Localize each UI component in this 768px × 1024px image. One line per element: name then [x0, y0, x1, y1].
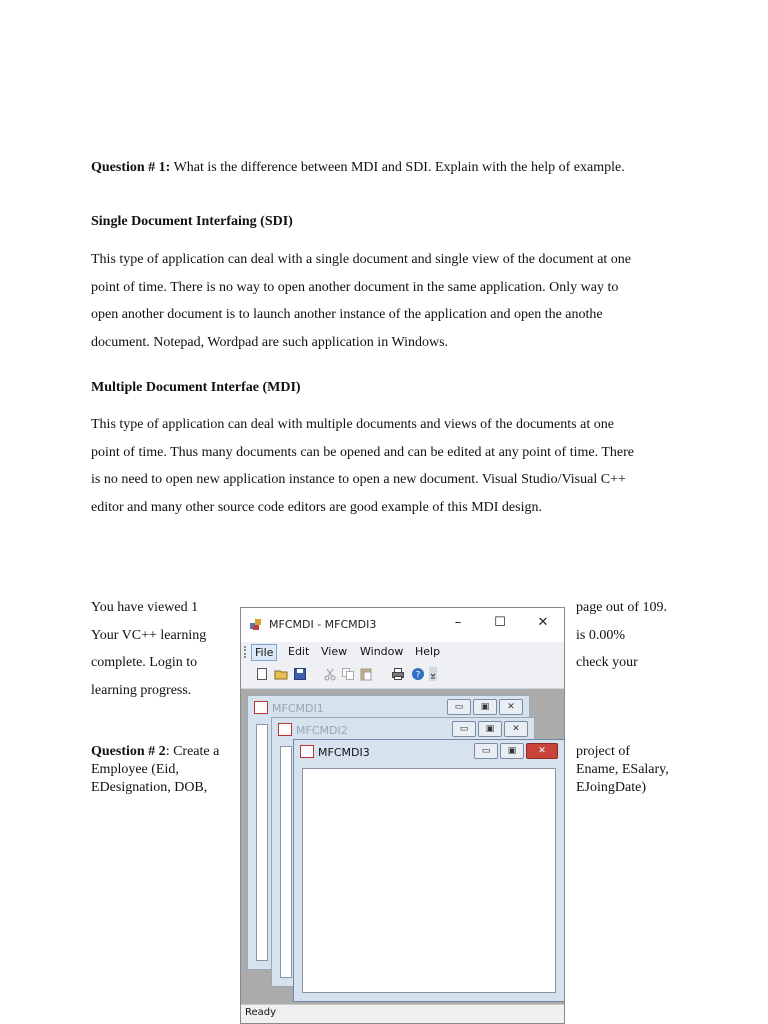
paste-icon[interactable] — [359, 667, 373, 681]
question-1-label: Question # 1: — [91, 160, 171, 175]
document-icon — [278, 723, 292, 736]
question-2-left — [91, 743, 219, 797]
document-icon — [254, 701, 268, 714]
maximize-button[interactable]: ☐ — [494, 615, 506, 630]
progress-left-line: learning progress. — [91, 682, 192, 698]
progress-right — [576, 594, 667, 677]
open-icon[interactable] — [274, 667, 288, 681]
child-title: MFCMDI1 — [272, 702, 324, 715]
minimize-button[interactable]: ▭ — [447, 699, 471, 715]
mdi-paragraph — [91, 411, 634, 521]
mdi-heading: Multiple Document Interfae (MDI) — [91, 380, 301, 395]
mdi-line: point of time. Thus many documents can be opened and can be edited at any point of time. There — [91, 444, 634, 460]
toolbar — [241, 662, 564, 689]
mdi-line: editor and many other source code editors are good example of this MDI design. — [91, 499, 542, 515]
grip-icon — [244, 646, 248, 658]
maximize-button[interactable]: ▣ — [473, 699, 497, 715]
svg-text:?: ? — [415, 670, 421, 681]
progress-left-line: complete. Login to — [91, 655, 198, 670]
sdi-line: open another document is to launch another instance of the application and open the anothe — [91, 307, 603, 322]
mdi-app-window — [240, 607, 565, 1024]
child-buttons — [445, 699, 523, 715]
toolbar-overflow-icon[interactable] — [429, 667, 437, 681]
cut-icon[interactable] — [323, 667, 337, 681]
new-icon[interactable] — [255, 667, 269, 681]
menu-help[interactable]: Help — [415, 645, 441, 658]
menu-window[interactable]: Window — [360, 645, 404, 658]
sdi-line: This type of application can deal with a single document and single view of the document at one — [91, 252, 632, 267]
question-1 — [91, 154, 625, 182]
child-client-area[interactable] — [302, 768, 556, 993]
mdi-line: is no need to open new application instance to open a new document. Visual Studio/Visual C++ — [91, 472, 626, 487]
question-2-line: : Create a — [165, 744, 220, 759]
child-buttons — [472, 743, 558, 759]
question-2-line: Employee (Eid, — [91, 762, 179, 777]
child-title: MFCMDI3 — [318, 746, 370, 759]
sdi-heading: Single Document Interfaing (SDI) — [91, 214, 293, 229]
mdi-client-area — [241, 689, 564, 1005]
question-2-line: EDesignation, DOB, — [91, 780, 208, 795]
close-button[interactable]: ✕ — [537, 615, 549, 630]
print-icon[interactable] — [391, 667, 405, 681]
minimize-button[interactable]: – — [454, 615, 462, 630]
child-client-area[interactable] — [280, 746, 292, 978]
child-buttons — [450, 721, 528, 737]
document-icon — [300, 745, 314, 758]
question-1-text: What is the difference between MDI and SDI. Explain with the help of example. — [170, 160, 625, 175]
minimize-button[interactable]: ▭ — [474, 743, 498, 759]
status-bar — [241, 1004, 564, 1023]
app-icon — [249, 617, 263, 631]
question-2-line: EJoingDate) — [576, 780, 646, 795]
status-text: Ready — [245, 1007, 277, 1018]
menu-view[interactable]: View — [321, 645, 348, 658]
close-button[interactable]: ✕ — [499, 699, 523, 715]
child-title: MFCMDI2 — [296, 724, 348, 737]
copy-icon[interactable] — [341, 667, 355, 681]
close-button[interactable]: ✕ — [526, 743, 558, 759]
app-title: MFCMDI - MFCMDI3 — [269, 618, 377, 631]
question-2-line: Ename, ESalary, — [576, 762, 669, 777]
sdi-paragraph — [91, 246, 631, 356]
menu-edit[interactable]: Edit — [288, 645, 310, 658]
app-titlebar — [241, 608, 564, 642]
question-2-label: Question # 2 — [91, 744, 166, 759]
progress-right-line: is 0.00% — [576, 627, 625, 643]
child-client-area[interactable] — [256, 724, 268, 961]
progress-left-line: You have viewed 1 — [91, 600, 199, 615]
progress-right-line: check your — [576, 655, 638, 670]
help-icon[interactable] — [411, 667, 425, 681]
maximize-button[interactable]: ▣ — [478, 721, 502, 737]
mdi-line: This type of application can deal with multiple documents and views of the documents at one — [91, 417, 614, 432]
question-2-line: project of — [576, 744, 631, 759]
question-2-right — [576, 743, 669, 797]
minimize-button[interactable]: ▭ — [452, 721, 476, 737]
maximize-button[interactable]: ▣ — [500, 743, 524, 759]
progress-right-line: page out of 109. — [576, 600, 667, 615]
progress-left-line: Your VC++ learning — [91, 627, 207, 643]
save-icon[interactable] — [293, 667, 307, 681]
progress-left — [91, 594, 206, 704]
child-window-3[interactable] — [293, 739, 565, 1002]
close-button[interactable]: ✕ — [504, 721, 528, 737]
menu-bar — [241, 642, 564, 662]
sdi-line: point of time. There is no way to open another document in the same application. Only way to — [91, 279, 619, 295]
menu-file[interactable]: File — [251, 644, 277, 661]
sdi-line: document. Notepad, Wordpad are such application in Windows. — [91, 334, 449, 350]
